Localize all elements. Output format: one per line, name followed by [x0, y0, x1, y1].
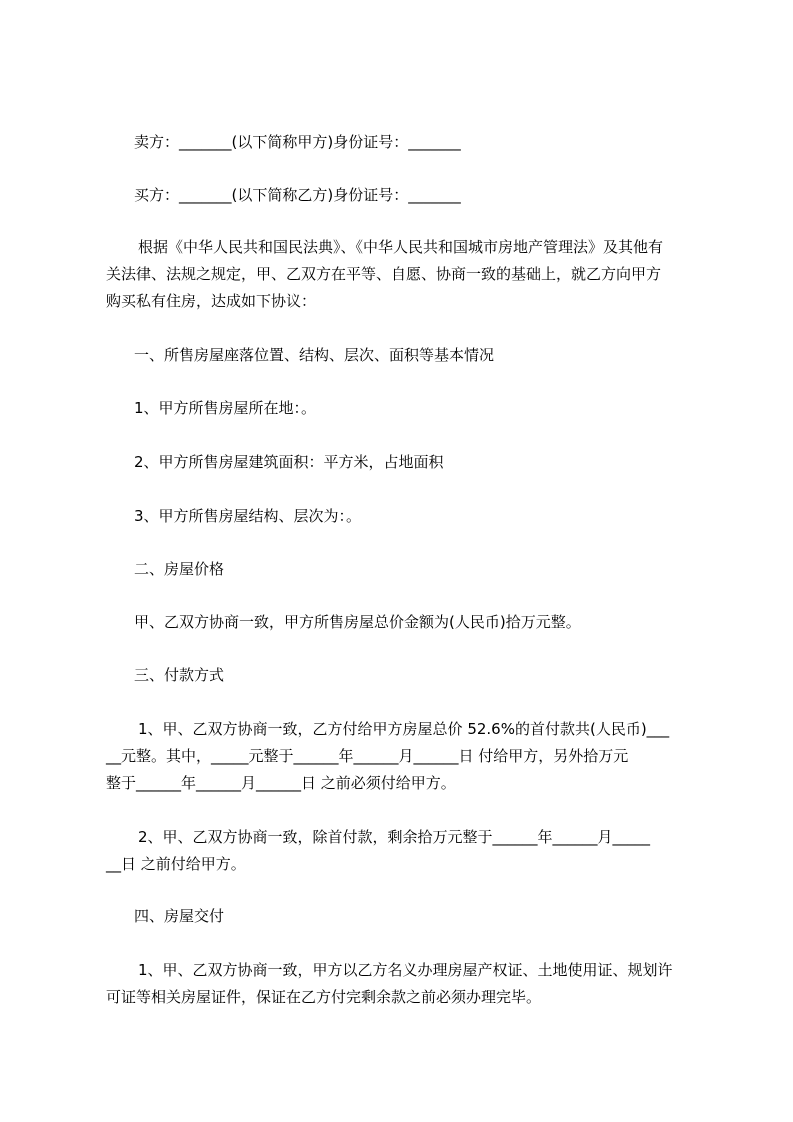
section-1-item-2: 2、甲方所售房屋建筑面积：平方米，占地面积 — [134, 453, 444, 471]
preamble-line-1: 根据《中华人民共和国民法典》、《中华人民共和国城市房地产管理法》及其他有 — [138, 238, 664, 256]
section-2-heading: 二、房屋价格 — [134, 560, 225, 578]
section-4-item-1-line-2: 可证等相关房屋证件，保证在乙方付完剩余款之前必须办理完毕。 — [106, 988, 542, 1006]
section-3-item-2-line-1: 2、甲、乙双方协商一致，除首付款，剩余拾万元整于______年______月_____ — [138, 828, 651, 846]
section-3-item-1-line-1: 1、甲、乙双方协商一致，乙方付给甲方房屋总价 52.6%的首付款共(人民币)___ — [138, 720, 670, 738]
buyer-line: 买方：_______(以下简称乙方)身份证号：_______ — [134, 186, 461, 204]
section-3-item-2-line-2: __日 之前付给甲方。 — [106, 855, 246, 873]
seller-line: 卖方：_______(以下简称甲方)身份证号：_______ — [134, 133, 461, 151]
section-3-item-1-line-2: __元整。其中，_____元整于______年______月______日 付给甲方，另外拾万元 — [106, 747, 629, 765]
section-2-body: 甲、乙双方协商一致，甲方所售房屋总价金额为(人民币)拾万元整。 — [134, 613, 581, 631]
preamble-line-3: 购买私有住房，达成如下协议： — [106, 292, 317, 310]
section-1-item-1: 1、甲方所售房屋所在地：。 — [134, 399, 317, 417]
section-3-item-1-line-3: 整于______年______月______日 之前必须付给甲方。 — [106, 774, 456, 792]
section-4-heading: 四、房屋交付 — [134, 907, 225, 925]
section-3-heading: 三、付款方式 — [134, 666, 225, 684]
section-4-item-1-line-1: 1、甲、乙双方协商一致，甲方以乙方名义办理房屋产权证、土地使用证、规划许 — [138, 961, 673, 979]
preamble-line-2: 关法律、法规之规定，甲、乙双方在平等、自愿、协商一致的基础上，就乙方向甲方 — [106, 265, 662, 283]
section-1-heading: 一、所售房屋座落位置、结构、层次、面积等基本情况 — [134, 346, 495, 364]
section-1-item-3: 3、甲方所售房屋结构、层次为：。 — [134, 507, 362, 525]
